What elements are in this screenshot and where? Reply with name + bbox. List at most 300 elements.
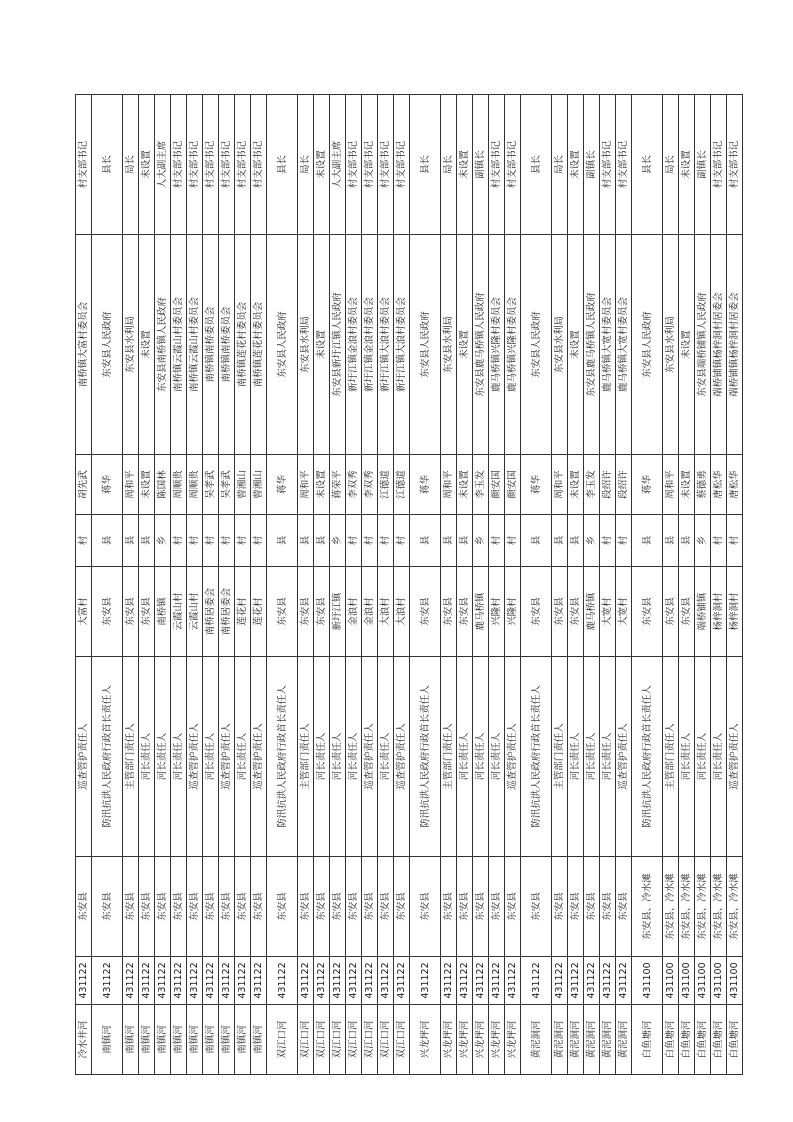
level-cell: 县 — [92, 515, 123, 567]
person-name-cell: 未设置 — [457, 455, 473, 515]
person-name-cell: 唐松华 — [727, 455, 743, 515]
unit-cell: 东安县 — [267, 567, 298, 657]
admin-code-cell: 431122 — [441, 957, 457, 1005]
organization-cell: 东安县水利局 — [552, 235, 568, 455]
position-cell: 县长 — [632, 95, 663, 235]
river-name-cell: 黄泥洞河 — [616, 1005, 632, 1075]
level-cell: 县 — [521, 515, 552, 567]
position-cell: 村支部书记 — [171, 95, 187, 235]
organization-cell: 端桥铺镇杨梓洞村居委会 — [727, 235, 743, 455]
position-cell: 未设置 — [679, 95, 695, 235]
table-row — [616, 95, 632, 1075]
admin-code-cell: 431122 — [219, 957, 235, 1005]
admin-code-cell: 431122 — [92, 957, 123, 1005]
area-cell: 东安县 — [568, 857, 584, 957]
responsibility-type-cell: 河长责任人 — [679, 657, 695, 857]
river-name-cell: 白鱼塘河 — [695, 1005, 711, 1075]
organization-cell: 南桥镇南桥委员会 — [219, 235, 235, 455]
person-name-cell: 李双秀 — [362, 455, 378, 515]
area-cell: 东安县 — [251, 857, 267, 957]
responsibility-type-cell: 防汛抗洪人民政府行政首长责任人 — [521, 657, 552, 857]
admin-code-cell: 431100 — [727, 957, 743, 1005]
organization-cell: 鹿马桥镇兴隆村委员会 — [489, 235, 505, 455]
area-cell: 东安县 — [267, 857, 298, 957]
organization-cell: 未设置 — [568, 235, 584, 455]
river-name-cell: 南镇河 — [187, 1005, 203, 1075]
position-cell: 村支部书记 — [616, 95, 632, 235]
person-name-cell: 周和平 — [441, 455, 457, 515]
organization-cell: 东安县鹿马桥镇人民政府 — [584, 235, 600, 455]
table-row — [584, 95, 600, 1075]
unit-cell: 东安县 — [298, 567, 314, 657]
level-cell: 乡 — [584, 515, 600, 567]
table-row — [600, 95, 616, 1075]
table-row — [378, 95, 394, 1075]
position-cell: 县长 — [267, 95, 298, 235]
position-cell: 副镇长 — [473, 95, 489, 235]
level-cell: 村 — [727, 515, 743, 567]
position-cell: 村支部书记 — [203, 95, 219, 235]
admin-code-cell: 431122 — [139, 957, 155, 1005]
person-name-cell: 周顺贵 — [187, 455, 203, 515]
responsibility-type-cell: 河长责任人 — [489, 657, 505, 857]
organization-cell: 东安县水利局 — [663, 235, 679, 455]
table-row — [362, 95, 378, 1075]
position-cell: 村支部书记 — [600, 95, 616, 235]
organization-cell: 新圩江镇金浪村委员会 — [362, 235, 378, 455]
responsibility-type-cell: 河长责任人 — [346, 657, 362, 857]
river-name-cell: 兴龙坪河 — [489, 1005, 505, 1075]
table-row — [171, 95, 187, 1075]
organization-cell: 东安县鹿马桥镇人民政府 — [473, 235, 489, 455]
admin-code-cell: 431122 — [235, 957, 251, 1005]
admin-code-cell: 431122 — [187, 957, 203, 1005]
position-cell: 村支部书记 — [219, 95, 235, 235]
river-name-cell: 黄泥洞河 — [584, 1005, 600, 1075]
river-name-cell: 南镇河 — [155, 1005, 171, 1075]
responsibility-type-cell: 河长责任人 — [378, 657, 394, 857]
responsibility-type-cell: 河长责任人 — [695, 657, 711, 857]
level-cell: 县 — [663, 515, 679, 567]
admin-code-cell: 431100 — [679, 957, 695, 1005]
area-cell: 东安县 — [235, 857, 251, 957]
unit-cell: 大富村 — [76, 567, 92, 657]
river-name-cell: 冷水井河 — [76, 1005, 92, 1075]
area-cell: 东安县 — [123, 857, 139, 957]
organization-cell: 东安县水利局 — [298, 235, 314, 455]
organization-cell: 南桥镇莲花村委员会 — [235, 235, 251, 455]
organization-cell: 新圩江镇金浪村委员会 — [346, 235, 362, 455]
table-row — [473, 95, 489, 1075]
responsibility-type-cell: 河长责任人 — [203, 657, 219, 857]
level-cell: 乡 — [155, 515, 171, 567]
person-name-cell: 周和平 — [663, 455, 679, 515]
unit-cell: 兴隆村 — [489, 567, 505, 657]
unit-cell: 莲花村 — [235, 567, 251, 657]
person-name-cell: 蒋华 — [410, 455, 441, 515]
table-row — [457, 95, 473, 1075]
person-name-cell: 周和平 — [552, 455, 568, 515]
position-cell: 县长 — [410, 95, 441, 235]
table-row — [711, 95, 727, 1075]
person-name-cell: 唐松华 — [711, 455, 727, 515]
area-cell: 东安县、冷水滩 — [632, 857, 663, 957]
river-chief-table — [75, 94, 743, 1075]
unit-cell: 大浪村 — [394, 567, 410, 657]
admin-code-cell: 431122 — [616, 957, 632, 1005]
table-row — [187, 95, 203, 1075]
organization-cell: 未设置 — [139, 235, 155, 455]
level-cell: 村 — [711, 515, 727, 567]
position-cell: 村支部书记 — [727, 95, 743, 235]
position-cell: 未设置 — [568, 95, 584, 235]
responsibility-type-cell: 河长责任人 — [457, 657, 473, 857]
river-name-cell: 南镇河 — [251, 1005, 267, 1075]
table-row — [219, 95, 235, 1075]
level-cell: 县 — [410, 515, 441, 567]
level-cell: 村 — [235, 515, 251, 567]
level-cell: 村 — [362, 515, 378, 567]
unit-cell: 东安县 — [123, 567, 139, 657]
area-cell: 东安县 — [219, 857, 235, 957]
person-name-cell: 李玉发 — [584, 455, 600, 515]
table-row — [568, 95, 584, 1075]
person-name-cell: 曾湘山 — [235, 455, 251, 515]
organization-cell: 东安县水利局 — [441, 235, 457, 455]
level-cell: 村 — [219, 515, 235, 567]
position-cell: 村支部书记 — [711, 95, 727, 235]
admin-code-cell: 431122 — [505, 957, 521, 1005]
area-cell: 东安县 — [441, 857, 457, 957]
area-cell: 东安县 — [410, 857, 441, 957]
river-name-cell: 南镇河 — [123, 1005, 139, 1075]
person-name-cell: 段绍许 — [616, 455, 632, 515]
level-cell: 村 — [616, 515, 632, 567]
organization-cell: 南桥镇云霞山村委员会 — [171, 235, 187, 455]
unit-cell: 东安县 — [663, 567, 679, 657]
area-cell: 东安县 — [616, 857, 632, 957]
responsibility-type-cell: 巡查管护责任人 — [505, 657, 521, 857]
admin-code-cell: 431122 — [314, 957, 330, 1005]
admin-code-cell: 431122 — [267, 957, 298, 1005]
position-cell: 局长 — [123, 95, 139, 235]
river-name-cell: 白鱼塘河 — [663, 1005, 679, 1075]
position-cell: 未设置 — [457, 95, 473, 235]
level-cell: 县 — [568, 515, 584, 567]
admin-code-cell: 431122 — [123, 957, 139, 1005]
unit-cell: 云霞山村 — [187, 567, 203, 657]
level-cell: 县 — [552, 515, 568, 567]
person-name-cell: 蒋华 — [632, 455, 663, 515]
table-row — [394, 95, 410, 1075]
position-cell: 未设置 — [139, 95, 155, 235]
organization-cell: 鹿马桥镇大宽村委员会 — [600, 235, 616, 455]
person-name-cell: 江德道 — [394, 455, 410, 515]
unit-cell: 端桥铺镇 — [695, 567, 711, 657]
river-name-cell: 白鱼塘河 — [727, 1005, 743, 1075]
responsibility-type-cell: 主管部门责任人 — [123, 657, 139, 857]
person-name-cell: 蒋荣平 — [330, 455, 346, 515]
unit-cell: 金浪村 — [346, 567, 362, 657]
table-row — [505, 95, 521, 1075]
admin-code-cell: 431122 — [457, 957, 473, 1005]
responsibility-type-cell: 巡查管护责任人 — [76, 657, 92, 857]
level-cell: 县 — [314, 515, 330, 567]
organization-cell: 东安县人民政府 — [632, 235, 663, 455]
table-row — [76, 95, 92, 1075]
level-cell: 村 — [394, 515, 410, 567]
organization-cell: 端桥铺镇杨梓洞村居委会 — [711, 235, 727, 455]
responsibility-type-cell: 河长责任人 — [568, 657, 584, 857]
river-name-cell: 兴龙坪河 — [473, 1005, 489, 1075]
table-row — [552, 95, 568, 1075]
table-row — [679, 95, 695, 1075]
table-row — [489, 95, 505, 1075]
unit-cell: 金浪村 — [362, 567, 378, 657]
person-name-cell: 吴孝武 — [203, 455, 219, 515]
river-name-cell: 白鱼塘河 — [679, 1005, 695, 1075]
area-cell: 东安县 — [505, 857, 521, 957]
level-cell: 村 — [251, 515, 267, 567]
unit-cell: 东安县 — [441, 567, 457, 657]
unit-cell: 东安县 — [568, 567, 584, 657]
river-name-cell: 黄泥洞河 — [568, 1005, 584, 1075]
person-name-cell: 蔡德勇 — [695, 455, 711, 515]
responsibility-type-cell: 主管部门责任人 — [298, 657, 314, 857]
admin-code-cell: 431122 — [552, 957, 568, 1005]
person-name-cell: 未设置 — [139, 455, 155, 515]
table-row — [235, 95, 251, 1075]
river-name-cell: 南镇河 — [219, 1005, 235, 1075]
area-cell: 东安县 — [139, 857, 155, 957]
responsibility-type-cell: 巡查管护责任人 — [616, 657, 632, 857]
person-name-cell: 周和平 — [123, 455, 139, 515]
position-cell: 村支部书记 — [362, 95, 378, 235]
unit-cell: 南桥居委会 — [219, 567, 235, 657]
table-row — [298, 95, 314, 1075]
table-row — [346, 95, 362, 1075]
level-cell: 乡 — [330, 515, 346, 567]
area-cell: 东安县 — [552, 857, 568, 957]
area-cell: 东安县 — [298, 857, 314, 957]
river-name-cell: 白鱼塘河 — [632, 1005, 663, 1075]
unit-cell: 东安县 — [521, 567, 552, 657]
organization-cell: 东安县端桥铺镇人民政府 — [695, 235, 711, 455]
area-cell: 东安县 — [203, 857, 219, 957]
unit-cell: 东安县 — [679, 567, 695, 657]
level-cell: 县 — [123, 515, 139, 567]
person-name-cell: 蒋华 — [521, 455, 552, 515]
person-name-cell: 胡先武 — [76, 455, 92, 515]
unit-cell: 南桥居委会 — [203, 567, 219, 657]
level-cell: 乡 — [695, 515, 711, 567]
river-name-cell: 兴龙坪河 — [410, 1005, 441, 1075]
area-cell: 东安县 — [330, 857, 346, 957]
responsibility-type-cell: 河长责任人 — [139, 657, 155, 857]
person-name-cell: 段绍许 — [600, 455, 616, 515]
unit-cell: 新圩江镇 — [330, 567, 346, 657]
organization-cell: 东安县人民政府 — [92, 235, 123, 455]
position-cell: 局长 — [298, 95, 314, 235]
person-name-cell: 颜安国 — [489, 455, 505, 515]
area-cell: 东安县 — [394, 857, 410, 957]
admin-code-cell: 431100 — [695, 957, 711, 1005]
area-cell: 东安县 — [187, 857, 203, 957]
responsibility-type-cell: 巡查管护责任人 — [362, 657, 378, 857]
area-cell: 东安县 — [76, 857, 92, 957]
responsibility-type-cell: 主管部门责任人 — [441, 657, 457, 857]
area-cell: 东安县 — [155, 857, 171, 957]
river-name-cell: 双江口河 — [346, 1005, 362, 1075]
responsibility-type-cell: 河长责任人 — [155, 657, 171, 857]
area-cell: 东安县 — [584, 857, 600, 957]
river-name-cell: 双江口河 — [267, 1005, 298, 1075]
area-cell: 东安县、冷水滩 — [727, 857, 743, 957]
responsibility-type-cell: 防汛抗洪人民政府行政首长责任人 — [632, 657, 663, 857]
responsibility-type-cell: 巡查管护责任人 — [251, 657, 267, 857]
organization-cell: 东安县人民政府 — [410, 235, 441, 455]
position-cell: 村支部书记 — [505, 95, 521, 235]
area-cell: 东安县 — [378, 857, 394, 957]
river-name-cell: 南镇河 — [139, 1005, 155, 1075]
organization-cell: 东安县人民政府 — [267, 235, 298, 455]
responsibility-type-cell: 巡查管护责任人 — [187, 657, 203, 857]
table-row — [267, 95, 298, 1075]
river-name-cell: 兴龙坪河 — [457, 1005, 473, 1075]
person-name-cell: 蒋华 — [267, 455, 298, 515]
level-cell: 县 — [267, 515, 298, 567]
level-cell: 村 — [600, 515, 616, 567]
person-name-cell: 李双秀 — [346, 455, 362, 515]
unit-cell: 云霞山村 — [171, 567, 187, 657]
area-cell: 东安县 — [473, 857, 489, 957]
river-name-cell: 双江口河 — [378, 1005, 394, 1075]
table-body — [76, 95, 743, 1075]
position-cell: 县长 — [92, 95, 123, 235]
unit-cell: 东安县 — [410, 567, 441, 657]
level-cell: 县 — [679, 515, 695, 567]
level-cell: 村 — [489, 515, 505, 567]
responsibility-type-cell: 河长责任人 — [330, 657, 346, 857]
river-name-cell: 南镇河 — [92, 1005, 123, 1075]
position-cell: 人大副主席 — [330, 95, 346, 235]
level-cell: 乡 — [473, 515, 489, 567]
position-cell: 未设置 — [314, 95, 330, 235]
admin-code-cell: 431122 — [410, 957, 441, 1005]
table-row — [695, 95, 711, 1075]
position-cell: 村支部书记 — [394, 95, 410, 235]
organization-cell: 未设置 — [314, 235, 330, 455]
organization-cell: 南桥镇莲花村委员会 — [251, 235, 267, 455]
area-cell: 东安县 — [489, 857, 505, 957]
unit-cell: 大浪村 — [378, 567, 394, 657]
level-cell: 县 — [457, 515, 473, 567]
person-name-cell: 吴孝武 — [219, 455, 235, 515]
area-cell: 东安县、冷水滩 — [663, 857, 679, 957]
responsibility-type-cell: 防汛抗洪人民政府行政首长责任人 — [410, 657, 441, 857]
river-name-cell: 兴龙坪河 — [505, 1005, 521, 1075]
responsibility-type-cell: 主管部门责任人 — [663, 657, 679, 857]
river-name-cell: 双江口河 — [330, 1005, 346, 1075]
person-name-cell: 周和平 — [298, 455, 314, 515]
unit-cell: 南桥镇 — [155, 567, 171, 657]
person-name-cell: 陈国林 — [155, 455, 171, 515]
person-name-cell: 周顺贵 — [171, 455, 187, 515]
organization-cell: 东安县人民政府 — [521, 235, 552, 455]
position-cell: 局长 — [663, 95, 679, 235]
admin-code-cell: 431122 — [298, 957, 314, 1005]
position-cell: 村支部书记 — [235, 95, 251, 235]
person-name-cell: 蒋华 — [92, 455, 123, 515]
table-row — [203, 95, 219, 1075]
area-cell: 东安县、冷水滩 — [711, 857, 727, 957]
area-cell: 东安县 — [521, 857, 552, 957]
area-cell: 东安县 — [362, 857, 378, 957]
admin-code-cell: 431122 — [362, 957, 378, 1005]
table-row — [92, 95, 123, 1075]
responsibility-type-cell: 巡查管护责任人 — [219, 657, 235, 857]
unit-cell: 东安县 — [632, 567, 663, 657]
unit-cell: 东安县 — [552, 567, 568, 657]
responsibility-type-cell: 巡查管护责任人 — [394, 657, 410, 857]
position-cell: 局长 — [441, 95, 457, 235]
position-cell: 人大副主席 — [155, 95, 171, 235]
position-cell: 村支部书记 — [76, 95, 92, 235]
admin-code-cell: 431122 — [171, 957, 187, 1005]
river-name-cell: 兴龙坪河 — [441, 1005, 457, 1075]
unit-cell: 兴隆村 — [505, 567, 521, 657]
person-name-cell: 曾湘山 — [251, 455, 267, 515]
unit-cell: 鹿马桥镇 — [584, 567, 600, 657]
area-cell: 东安县、冷水滩 — [679, 857, 695, 957]
position-cell: 村支部书记 — [378, 95, 394, 235]
person-name-cell: 李玉发 — [473, 455, 489, 515]
admin-code-cell: 431100 — [663, 957, 679, 1005]
person-name-cell: 未设置 — [568, 455, 584, 515]
level-cell: 县 — [139, 515, 155, 567]
admin-code-cell: 431122 — [394, 957, 410, 1005]
table-row — [314, 95, 330, 1075]
level-cell: 村 — [187, 515, 203, 567]
admin-code-cell: 431122 — [521, 957, 552, 1005]
admin-code-cell: 431122 — [203, 957, 219, 1005]
river-name-cell: 南镇河 — [235, 1005, 251, 1075]
organization-cell: 未设置 — [457, 235, 473, 455]
table-row — [123, 95, 139, 1075]
position-cell: 村支部书记 — [251, 95, 267, 235]
unit-cell: 东安县 — [457, 567, 473, 657]
table-row — [727, 95, 743, 1075]
admin-code-cell: 431100 — [632, 957, 663, 1005]
admin-code-cell: 431122 — [346, 957, 362, 1005]
admin-code-cell: 431122 — [155, 957, 171, 1005]
position-cell: 副镇长 — [584, 95, 600, 235]
admin-code-cell: 431122 — [251, 957, 267, 1005]
unit-cell: 杨梓洞村 — [727, 567, 743, 657]
level-cell: 县 — [632, 515, 663, 567]
unit-cell: 鹿马桥镇 — [473, 567, 489, 657]
organization-cell: 新圩江镇大浪村委员会 — [378, 235, 394, 455]
position-cell: 村支部书记 — [187, 95, 203, 235]
river-name-cell: 黄泥洞河 — [552, 1005, 568, 1075]
river-name-cell: 南镇河 — [171, 1005, 187, 1075]
responsibility-type-cell: 巡查管护责任人 — [727, 657, 743, 857]
admin-code-cell: 431122 — [76, 957, 92, 1005]
organization-cell: 未设置 — [679, 235, 695, 455]
area-cell: 东安县 — [314, 857, 330, 957]
table-row — [410, 95, 441, 1075]
table-row — [155, 95, 171, 1075]
